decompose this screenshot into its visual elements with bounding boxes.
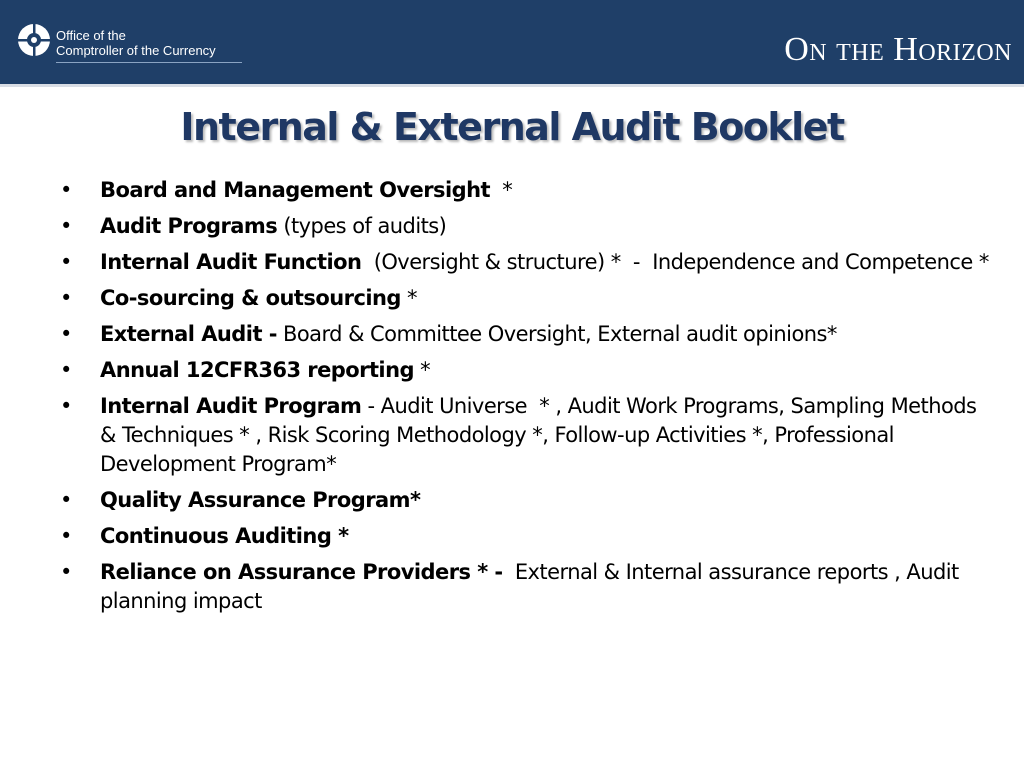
bullet-detail: (Oversight & structure) * - Independence and Competence * (361, 250, 989, 274)
bullet-item (60, 522, 990, 551)
bullet-dot-icon: • (60, 322, 72, 346)
bullet-list (60, 176, 990, 623)
bullet-heading: Reliance on Assurance Providers * - (100, 560, 503, 584)
bullet-heading: Annual 12CFR363 reporting (100, 358, 414, 382)
bullet-item (60, 176, 990, 205)
bullet-detail: - Audit Universe * , Audit Work Programs, Sampling Methods & Techniques * , Risk Scoring Methodology *, Follow-up Activities *, Professional Development Program* (100, 394, 983, 476)
bullet-dot-icon: • (60, 178, 72, 202)
bullet-detail: * (490, 178, 513, 202)
bullet-heading: External Audit - (100, 322, 277, 346)
bullet-dot-icon: • (60, 358, 72, 382)
bullet-detail: External & Internal assurance reports , Audit planning impact (100, 560, 965, 613)
header-bar (0, 0, 1024, 84)
organization-name-line1: Office of the (56, 28, 126, 43)
bullet-item (60, 320, 990, 349)
bullet-item (60, 392, 990, 479)
bullet-item (60, 248, 990, 277)
organization-name-line2: Comptroller of the Currency (56, 43, 216, 58)
header-divider (0, 84, 1024, 87)
bullet-detail: Board & Committee Oversight, External audit opinions* (276, 322, 837, 346)
bullet-item (60, 356, 990, 385)
bullet-heading: Internal Audit Program (100, 394, 362, 418)
bullet-dot-icon: • (60, 488, 72, 512)
bullet-heading: Board and Management Oversight (100, 178, 491, 202)
bullet-dot-icon: • (60, 250, 72, 274)
bullet-heading: Co-sourcing & outsourcing (100, 286, 401, 310)
bullet-detail: * (413, 358, 431, 382)
bullet-heading: Audit Programs (100, 214, 278, 238)
bullet-item (60, 212, 990, 241)
bullet-item (60, 486, 990, 515)
bullet-dot-icon: • (60, 394, 72, 418)
bullet-detail: * (400, 286, 417, 310)
bullet-heading: Continuous Auditing * (100, 524, 349, 548)
bullet-dot-icon: • (60, 214, 72, 238)
slide-title: Internal & External Audit Booklet (180, 105, 844, 149)
bullet-heading: Quality Assurance Program* (100, 488, 421, 512)
bullet-dot-icon: • (60, 286, 72, 310)
organization-name (56, 28, 216, 58)
organization-underline (56, 62, 242, 63)
bullet-detail: (types of audits) (277, 214, 447, 238)
bullet-item (60, 284, 990, 313)
bullet-item (60, 558, 990, 616)
bullet-dot-icon: • (60, 560, 72, 584)
bullet-heading: Internal Audit Function (100, 250, 362, 274)
section-title: On the Horizon (784, 31, 1012, 68)
bullet-dot-icon: • (60, 524, 72, 548)
occ-emblem-icon (16, 22, 52, 58)
